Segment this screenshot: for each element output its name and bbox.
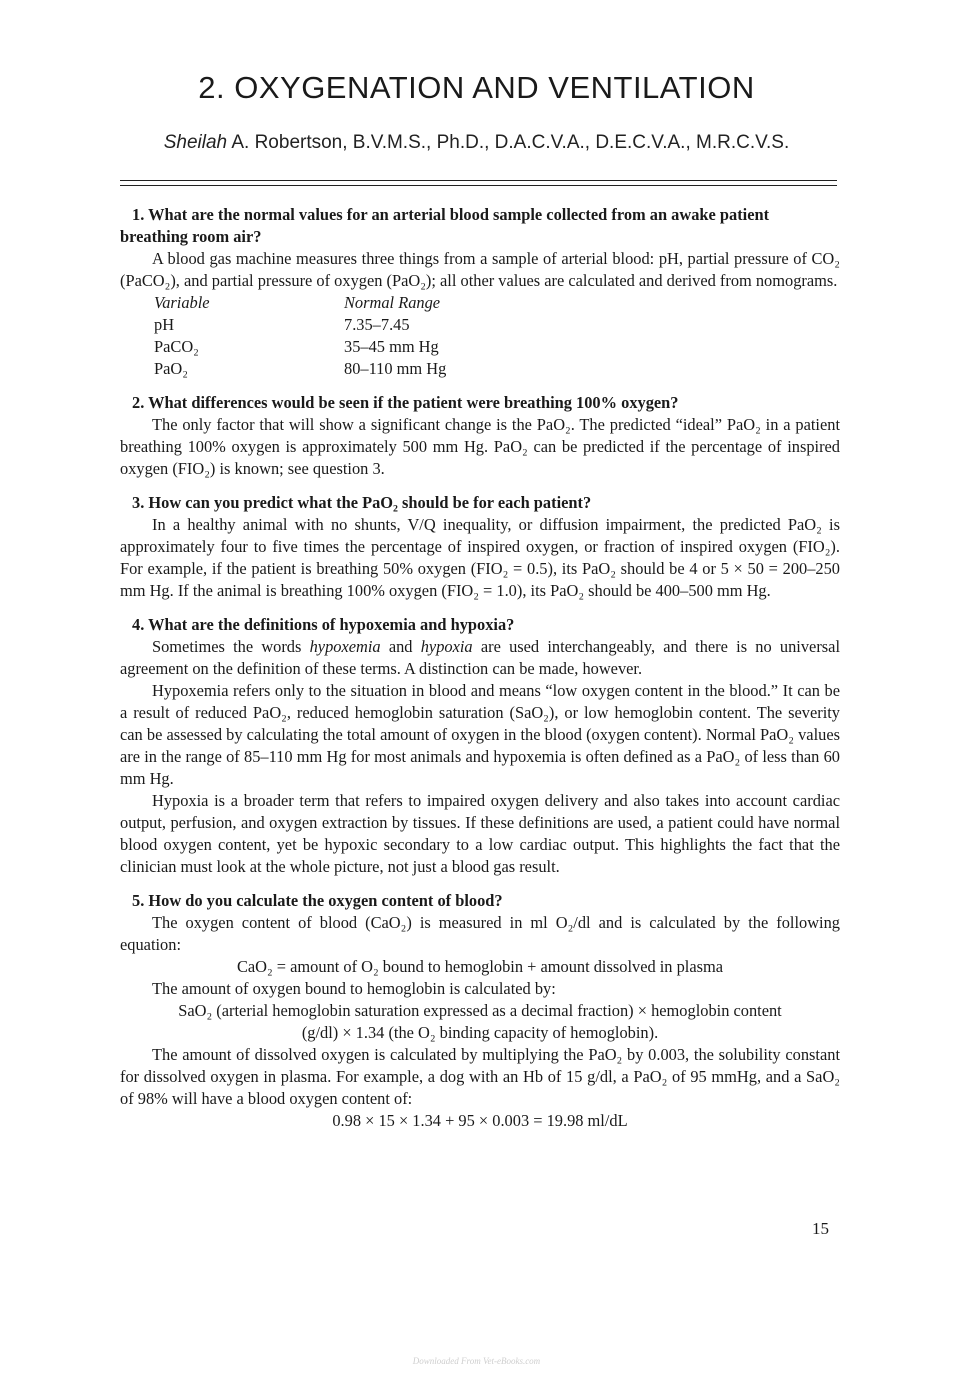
answer-4-paragraph-3: Hypoxia is a broader term that refers to impaired oxygen delivery and also takes into account cardiac output, perfusion, and oxygen extraction by tissues. If these definitions are used, a patient could have normal blood oxygen content, yet be hypoxic secondary to a low cardiac output. This highlights the fact that the clinician must look at the whole picture, not just a blood gas result. [120,791,840,876]
author-first-name: Sheilah [163,132,228,153]
author-line [0,132,953,154]
title-rule-top [120,180,837,181]
table-row [120,358,840,380]
table-cell: PaCO₂ [154,337,199,356]
title-rule-bottom [120,185,837,186]
table-row [120,336,840,358]
answer-4-p1-and: and [380,637,421,656]
table-header-variable: Variable [154,293,210,312]
table-row [120,314,840,336]
chapter-title: 2. OXYGENATION AND VENTILATION [198,70,755,105]
answer-4-paragraph-2: Hypoxemia refers only to the situation in blood and means “low oxygen content in the blood.” It can be a result of reduced PaO₂, reduced hemoglobin saturation (SaO₂), or low hemoglobin content. The severity can be assessed by calculating the total amount of oxygen in the blood (oxygen content). Normal PaO₂ values are in the range of 85–110 mm Hg for most animals and hypoxemia is often defined as a PaO₂ of less than 60 mm Hg. [120,681,840,788]
table-header-normal-range: Normal Range [344,293,441,312]
question-4-heading: 4. What are the definitions of hypoxemia and hypoxia? [132,615,515,634]
answer-5-paragraph-3: The amount of dissolved oxygen is calculated by multiplying the PaO₂ by 0.003, the solubility constant for dissolved oxygen in plasma. For example, a dog with an Hb of 15 g/dl, a PaO₂ of 95 mmHg, and a SaO₂ of 98% will have a blood oxygen content of: [120,1045,840,1108]
equation-worked-example: 0.98 × 15 × 1.34 + 95 × 0.003 = 19.98 ml/dL [332,1111,628,1130]
question-2-heading: 2. What differences would be seen if the patient were breathing 100% oxygen? [132,393,679,412]
answer-4-p1-end: are used interchangeably, and there is no universal agreement on the definition of these terms. A distinction can be made, however. [120,637,840,678]
question-4-section [120,614,840,878]
term-hypoxemia: hypoxemia [309,637,381,656]
answer-3-text: In a healthy animal with no shunts, V/Q inequality, or diffusion impairment, the predicted PaO₂ is approximately four to five times the percentage of inspired oxygen, or fraction of inspired oxygen (FIO₂). For example, if the patient is breathing 50% oxygen (FIO₂ = 0.5), its PaO₂ should be 4 or 5 × 50 = 200–250 mm Hg. If the animal is breathing 100% oxygen (FIO₂ = 1.0), its PaO₂ should be 400–500 mm Hg. [120,515,840,600]
page-number: 15 [812,1219,829,1238]
footer-watermark: Downloaded From Vet-eBooks.com [412,1356,541,1366]
answer-2-text: The only factor that will show a significant change is the PaO₂. The predicted “ideal” PaO₂ in a patient breathing 100% oxygen is approximately 500 mm Hg. PaO₂ can be predicted if the percentage of inspired oxygen (FIO₂) is known; see question 3. [120,415,840,478]
question-1-section [120,204,840,380]
normal-values-table-header [120,292,840,314]
question-3-heading: 3. How can you predict what the PaO₂ should be for each patient? [132,493,592,512]
answer-5-paragraph-1: The oxygen content of blood (CaO₂) is measured in ml O₂/dl and is calculated by the following equation: [120,913,840,954]
answer-1-text: A blood gas machine measures three things from a sample of arterial blood: pH, partial pressure of CO₂ (PaCO₂), and partial pressure of oxygen (PaO₂); all other values are calculated and derived from nomograms. [120,249,840,290]
table-cell: pH [154,315,175,334]
author-credentials: A. Robertson, B.V.M.S., Ph.D., D.A.C.V.A., D.E.C.V.A., M.R.C.V.S. [231,132,790,153]
answer-5-paragraph-2: The amount of oxygen bound to hemoglobin is calculated by: [152,979,556,998]
answer-4-paragraph-1 [120,636,840,680]
question-5-section [120,890,840,1132]
question-2-section [120,392,840,480]
question-5-heading: 5. How do you calculate the oxygen content of blood? [132,891,503,910]
table-cell: PaO₂ [154,359,188,378]
table-cell: 35–45 mm Hg [344,337,439,356]
question-1-heading: 1. What are the normal values for an arterial blood sample collected from an awake patient breathing room air? [120,205,770,246]
equation-oxygen-content: CaO₂ = amount of O₂ bound to hemoglobin + amount dissolved in plasma [236,957,724,976]
table-cell: 7.35–7.45 [344,315,410,334]
equation-bound-oxygen-line-2: (g/dl) × 1.34 (the O₂ binding capacity of hemoglobin). [301,1023,659,1042]
table-cell: 80–110 mm Hg [344,359,447,378]
question-3-section [120,492,840,602]
main-content [120,204,840,1144]
term-hypoxia: hypoxia [420,637,473,656]
answer-4-p1-start: Sometimes the words [152,637,310,656]
equation-bound-oxygen-line-1: SaO₂ (arterial hemoglobin saturation expressed as a decimal fraction) × hemoglobin content [178,1001,782,1020]
